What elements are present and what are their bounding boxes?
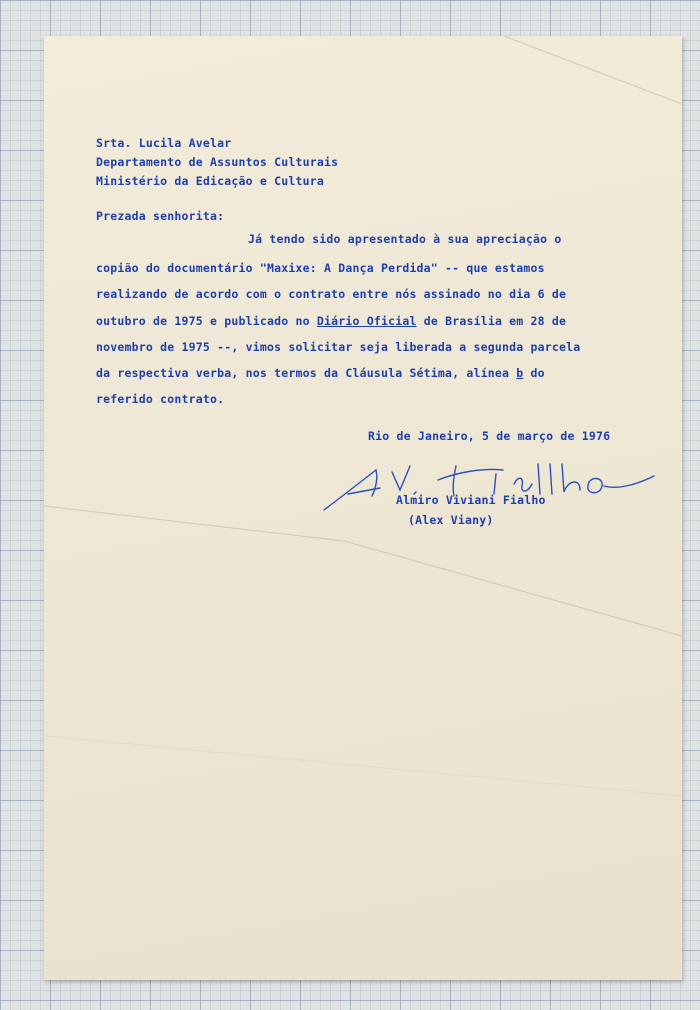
recipient-name: Srta. Lucila Avelar (96, 136, 232, 150)
salutation: Prezada senhorita: (96, 209, 225, 223)
paragraph-line-4-pre: outubro de 1975 e publicado no (96, 314, 317, 328)
paragraph-line-2: copião do documentário "Maxixe: A Dança Perdida" -- que estamos (96, 261, 545, 275)
paragraph-line-5: novembro de 1975 --, vimos solicitar seja liberada a segunda parcela (96, 340, 581, 354)
paragraph-line-3: realizando de acordo com o contrato entre nós assinado no dia 6 de (96, 287, 567, 301)
alinea-b-underlined: b (516, 366, 524, 380)
paragraph-line-6-pre: da respectiva verba, nos termos da Cláusula Sétima, alínea (96, 366, 517, 380)
paragraph-line-6-post: do (523, 366, 545, 380)
paragraph-line-4 (96, 308, 566, 335)
paragraph-line-6 (96, 360, 545, 387)
paragraph-line-7: referido contrato. (96, 392, 225, 406)
letter-page (44, 36, 682, 980)
signer-name: Almiro Viviani Fialho (396, 493, 546, 507)
recipient-ministry: Ministério da Edicação e Cultura (96, 174, 324, 188)
signer-alias: (Alex Viany) (408, 513, 494, 527)
paragraph-line-4-post: de Brasília em 28 de (416, 314, 567, 328)
diario-oficial-underlined: Diário Oficial (316, 314, 417, 328)
paragraph-line-1: Já tendo sido apresentado à sua apreciação o (248, 232, 562, 246)
place-and-date: Rio de Janeiro, 5 de março de 1976 (368, 429, 611, 443)
recipient-department: Departamento de Assuntos Culturais (96, 155, 339, 169)
